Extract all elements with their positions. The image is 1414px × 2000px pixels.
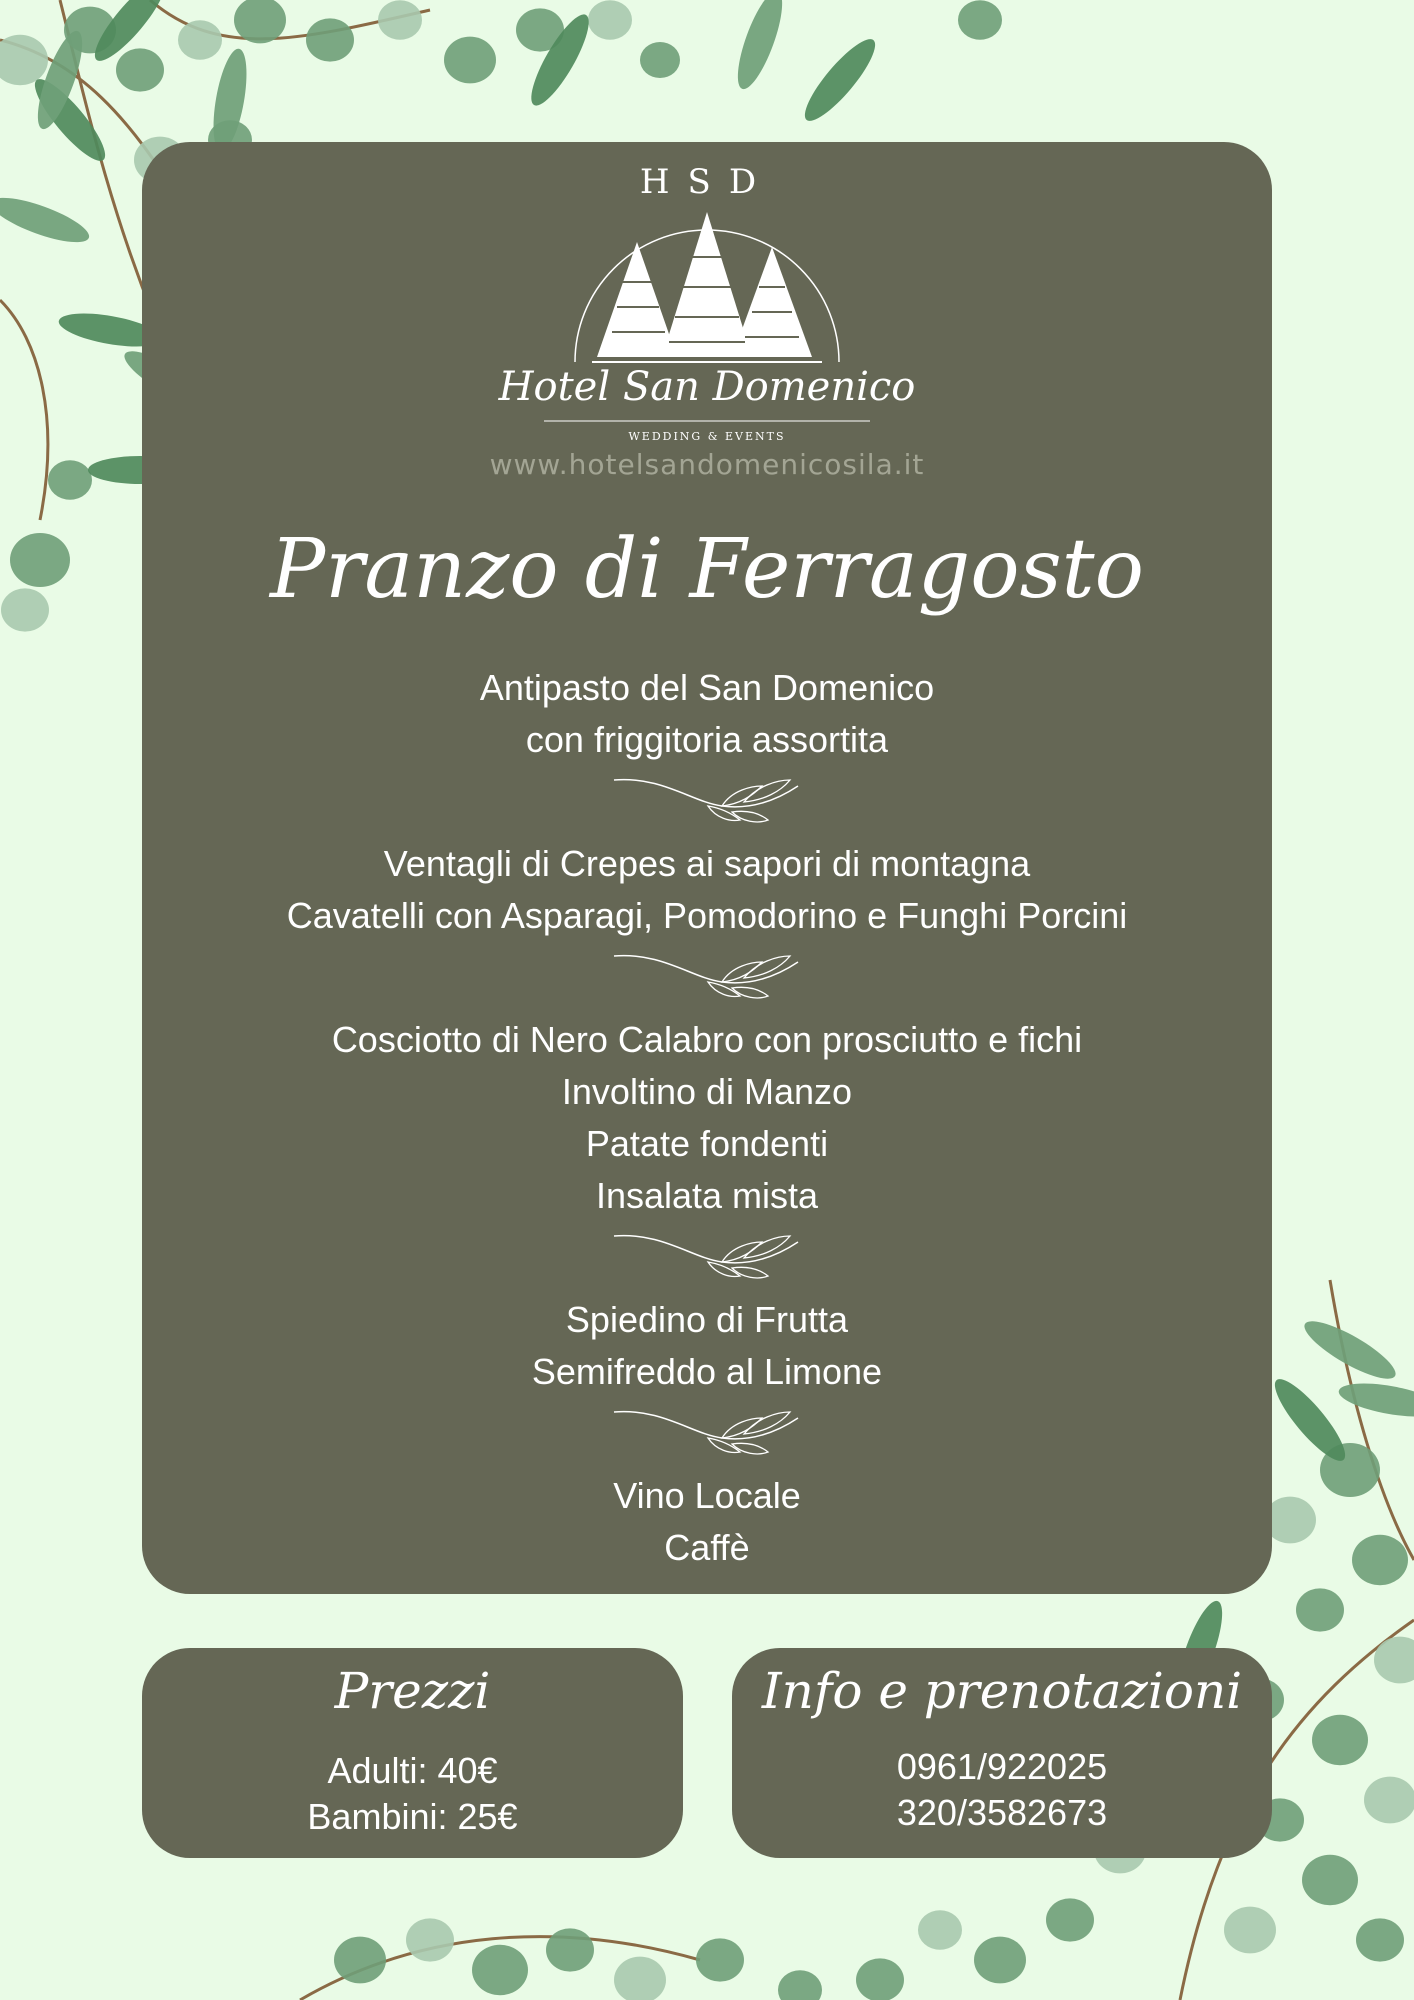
website-url[interactable]: www.hotelsandomenicosila.it <box>489 448 925 481</box>
phone-number[interactable]: 0961/922025 <box>896 1746 1108 1787</box>
phone-number[interactable]: 320/3582673 <box>896 1792 1108 1833</box>
menu-item: Patate fondenti <box>585 1123 829 1164</box>
info-box <box>732 1648 1272 1858</box>
price-adults: Adulti: 40€ <box>327 1750 498 1791</box>
menu-item: con friggitoria assortita <box>525 719 889 760</box>
menu-list <box>142 662 1272 1574</box>
leaf-divider-icon <box>612 948 802 1004</box>
menu-item: Involtino di Manzo <box>561 1071 853 1112</box>
menu-item: Spiedino di Frutta <box>565 1299 849 1340</box>
leaf-divider-icon <box>612 772 802 828</box>
logo-underline <box>544 419 870 423</box>
price-children: Bambini: 25€ <box>307 1796 518 1837</box>
menu-card <box>142 142 1272 1594</box>
prices-box <box>142 1648 683 1858</box>
pine-trees-icon <box>567 182 847 382</box>
logo-monogram: HSD <box>639 162 775 202</box>
page-title: Pranzo di Ferragosto <box>270 522 1144 617</box>
menu-item: Semifreddo al Limone <box>531 1351 883 1392</box>
menu-course <box>142 838 1272 942</box>
logo-hotel-name: Hotel San Domenico <box>498 364 916 410</box>
menu-course <box>142 1014 1272 1222</box>
leaf-divider-icon <box>612 1404 802 1460</box>
menu-course <box>142 1470 1272 1574</box>
menu-item: Vino Locale <box>613 1475 801 1516</box>
leaf-divider-icon <box>612 1228 802 1284</box>
menu-course <box>142 662 1272 766</box>
menu-item: Antipasto del San Domenico <box>479 667 935 708</box>
menu-item: Caffè <box>664 1527 750 1568</box>
menu-item: Cavatelli con Asparagi, Pomodorino e Funghi Porcini <box>286 895 1128 936</box>
logo-tagline: WEDDING & EVENTS <box>628 430 786 443</box>
menu-item: Cosciotto di Nero Calabro con prosciutto e fichi <box>331 1019 1083 1060</box>
info-title: Info e prenotazioni <box>761 1662 1243 1720</box>
menu-item: Ventagli di Crepes ai sapori di montagna <box>383 843 1031 884</box>
prices-title: Prezzi <box>334 1662 491 1720</box>
menu-item: Insalata mista <box>595 1175 819 1216</box>
menu-course <box>142 1294 1272 1398</box>
